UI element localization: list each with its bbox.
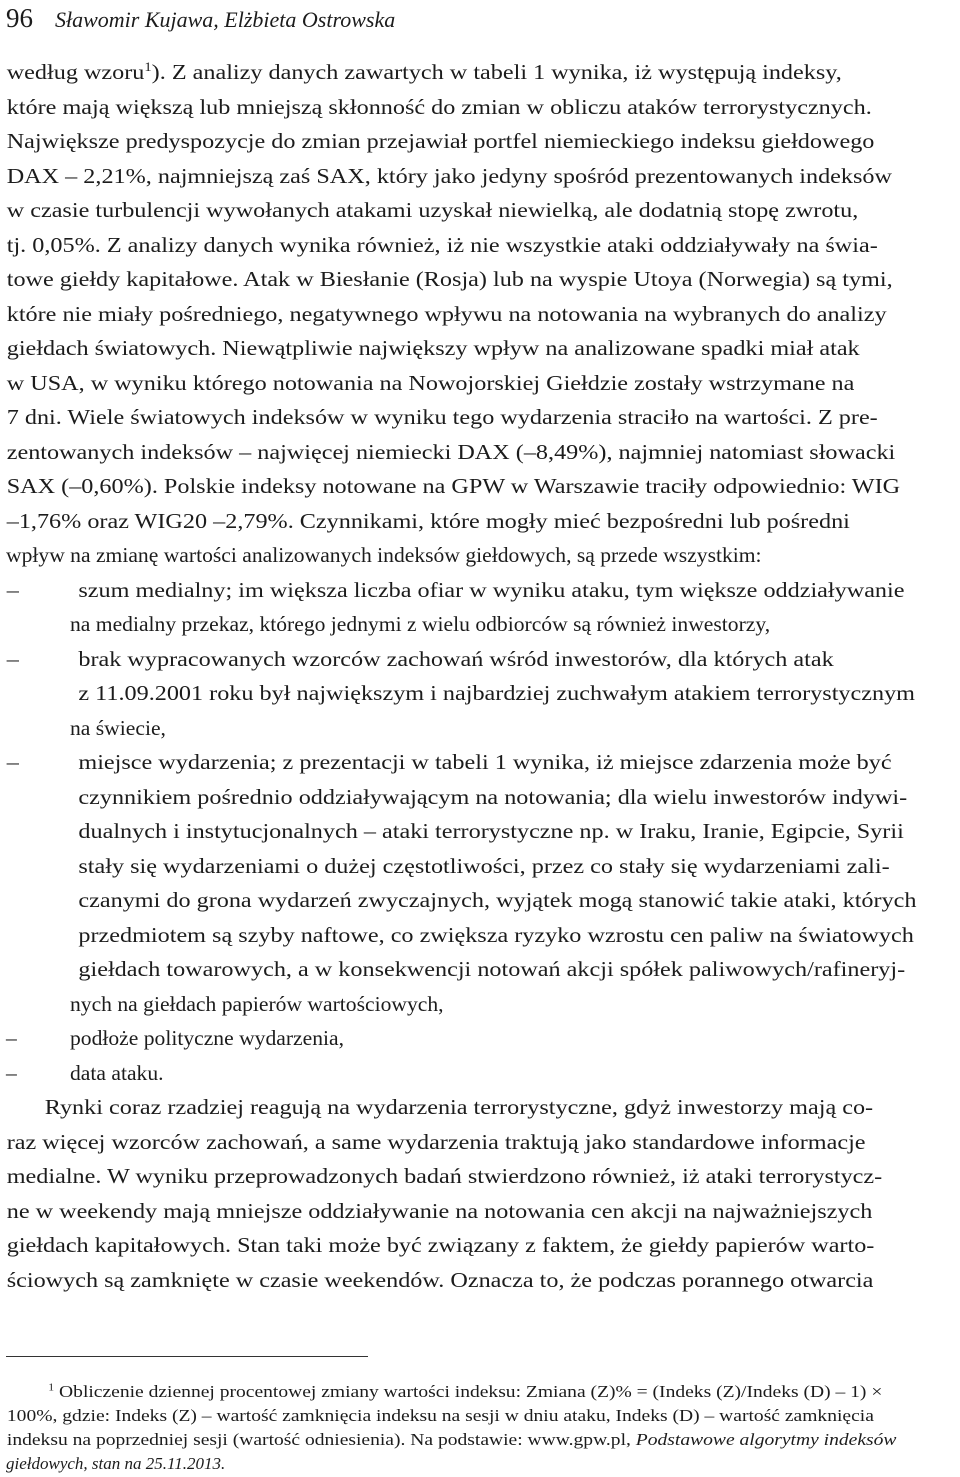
list-item-line (0, 1023, 960, 1053)
body-line (0, 368, 960, 398)
footnote-line (0, 1381, 960, 1403)
body-line (0, 1161, 960, 1191)
body-line (0, 333, 960, 363)
line-text: medialne. W wyniku przeprowadzonych badań stwierdzono również, iż ataki terrorystycz- (6, 1164, 883, 1188)
running-header (6, 2, 395, 34)
line-text: zentowanych indeksów – najwięcej niemiecki DAX (–8,49%), najmniej natomiast słowacki (6, 439, 896, 464)
line-text: według wzoru (6, 60, 145, 84)
footnote-line (0, 1429, 960, 1451)
line-text: ). Z analizy danych zawartych w tabeli 1 wynika, iż występują indeksy, (151, 60, 842, 84)
footnote-text: Obliczenie dziennej procentowej zmiany wartości indeksu: Zmiana (Z)% = (Indeks (Z)/Indeks (D) – 1) × (59, 1382, 883, 1401)
line-text: Rynki coraz rzadziej reagują na wydarzenia terrorystyczne, gdyż inwestorzy mają co- (44, 1095, 874, 1119)
body-line (0, 299, 960, 329)
list-dash: – (6, 646, 19, 671)
running-header-authors: Sławomir Kujawa, Elżbieta Ostrowska (55, 7, 396, 32)
line-text: dualnych i instytucjonalnych – ataki terrorystyczne np. w Iraku, Iranie, Egipcie, Syrii (78, 819, 904, 843)
line-text: wpływ na zmianę wartości analizowanych indeksów giełdowych, są przede wszystkim: (6, 543, 762, 567)
line-text: brak wypracowanych wzorców zachowań wśród inwestorów, dla których atak (78, 646, 834, 671)
list-dash: – (6, 750, 19, 774)
body-line (0, 954, 960, 984)
body-line (0, 92, 960, 122)
line-text: nych na giełdach papierów wartościowych, (70, 991, 444, 1016)
line-text: ściowych są zamknięte w czasie weekendów. Oznacza to, że podczas porannego otwarcia (6, 1267, 874, 1292)
line-text: DAX – 2,21%, najmniejszą zaś SAX, który jako jedyny spośród prezentowanych indeksów (6, 163, 892, 188)
body-line (0, 1127, 960, 1157)
list-dash: – (6, 1026, 17, 1050)
body-line (0, 713, 960, 743)
line-text: przedmiotem są szyby naftowe, co zwiększa ryzyko wzrostu cen paliw na światowych (78, 922, 914, 947)
body-line (0, 195, 960, 225)
body-line (0, 816, 960, 846)
body-line (0, 920, 960, 950)
line-text: w czasie turbulencji wywołanych atakami uzyskał niewielką, ale dodatnią stopę zwrotu, (6, 198, 859, 222)
body-line (0, 471, 960, 501)
line-text: stały się wydarzeniami o dużej częstotliwości, przez co stały się wydarzeniami zali- (78, 853, 890, 878)
line-text: raz więcej wzorców zachowań, a same wydarzenia traktują jako standardowe informacje (6, 1129, 866, 1154)
footnote-line (0, 1453, 960, 1475)
body-line (0, 540, 960, 570)
line-text: Największe predyspozycje do zmian przejawiał portfel niemieckiego indeksu giełdowego (6, 129, 875, 153)
line-text: na medialny przekaz, którego jednymi z wielu odbiorców są również inwestorzy, (70, 612, 771, 636)
body-line (0, 1196, 960, 1226)
footnote-source-title: Podstawowe algorytmy indeksów (635, 1430, 897, 1449)
footnote-number: 1 (48, 1382, 55, 1394)
body-line (0, 885, 960, 915)
list-dash: – (6, 577, 19, 602)
body-line (0, 402, 960, 432)
body-line (0, 437, 960, 467)
list-dash: – (6, 1060, 17, 1085)
body-line (0, 678, 960, 708)
line-text: giełdach towarowych, a w konsekwencji notowań akcji spółek paliwowych/rafineryj- (78, 957, 906, 981)
line-text: które mają większą lub mniejszą skłonność do zmian w obliczu ataków terrorystycznych. (6, 94, 872, 119)
line-text: tj. 0,05%. Z analizy danych wynika również, iż nie wszystkie ataki oddziaływały na świa- (6, 232, 878, 257)
body-line (0, 57, 960, 87)
line-text: które nie miały pośredniego, negatywnego wpływu na notowania na wybranych do analizy (6, 301, 887, 326)
footnote-ref: 1 (144, 58, 152, 74)
line-text: na świecie, (70, 715, 166, 740)
line-text: w USA, w wyniku którego notowania na Nowojorskiej Giełdzie zostały wstrzymane na (6, 370, 855, 395)
footnote-source-title: giełdowych, stan na 25.11.2013. (6, 1454, 226, 1473)
body-line (0, 989, 960, 1019)
body-line (0, 230, 960, 260)
footnote-rule (6, 1356, 368, 1357)
line-text: podłoże polityczne wydarzenia, (70, 1026, 345, 1050)
body-line (0, 1092, 960, 1122)
body-line (0, 126, 960, 156)
body-line (0, 851, 960, 881)
line-text: –1,76% oraz WIG20 –2,79%. Czynnikami, które mogły mieć bezpośredni lub pośredni (6, 508, 850, 533)
list-item-line (0, 747, 960, 777)
line-text: data ataku. (70, 1060, 164, 1085)
body-line (0, 506, 960, 536)
list-item-line (0, 644, 960, 674)
footnote-text: 100%, gdzie: Indeks (Z) – wartość zamknięcia indeksu na sesji w dniu ataku, Indeks (D) – wartość zamknięcia (6, 1406, 874, 1425)
line-text: towe giełdy kapitałowe. Atak w Biesłanie (Rosja) lub na wyspie Utoya (Norwegia) są tymi, (6, 267, 893, 291)
body-line (0, 161, 960, 191)
page-number: 96 (6, 3, 33, 33)
body-line (0, 1265, 960, 1295)
body-line (0, 782, 960, 812)
list-item-line (0, 1058, 960, 1088)
line-text: czynnikiem pośrednio oddziaływającym na notowania; dla wielu inwestorów indywi- (78, 784, 908, 809)
line-text: giełdach kapitałowych. Stan taki może być związany z faktem, że giełdy papierów warto- (6, 1233, 875, 1257)
body-line (0, 609, 960, 639)
footnote-text: indeksu na poprzedniej sesji (wartość odniesienia). Na podstawie: www.gpw.pl, (6, 1430, 636, 1449)
line-text: 7 dni. Wiele światowych indeksów w wyniku tego wydarzenia straciło na wartości. Z pre- (6, 405, 878, 429)
line-text: miejsce wydarzenia; z prezentacji w tabeli 1 wynika, iż miejsce zdarzenia może być (78, 750, 892, 774)
body-line (0, 1230, 960, 1260)
line-text: szum medialny; im większa liczba ofiar w wyniku ataku, tym większe oddziaływanie (78, 577, 905, 602)
list-item-line (0, 575, 960, 605)
footnote-line (0, 1405, 960, 1427)
line-text: z 11.09.2001 roku był największym i najbardziej zuchwałym atakiem terrorystycznym (78, 681, 916, 705)
body-line (0, 264, 960, 294)
line-text: SAX (–0,60%). Polskie indeksy notowane na GPW w Warszawie traciły odpowiednio: WIG (6, 474, 901, 498)
line-text: czanymi do grona wydarzeń zwyczajnych, wyjątek mogą stanowić takie ataki, których (78, 888, 917, 912)
line-text: ne w weekendy mają mniejsze oddziaływanie na notowania cen akcji na najważniejszych (6, 1198, 873, 1223)
line-text: giełdach światowych. Niewątpliwie największy wpływ na analizowane spadki miał atak (6, 336, 860, 360)
